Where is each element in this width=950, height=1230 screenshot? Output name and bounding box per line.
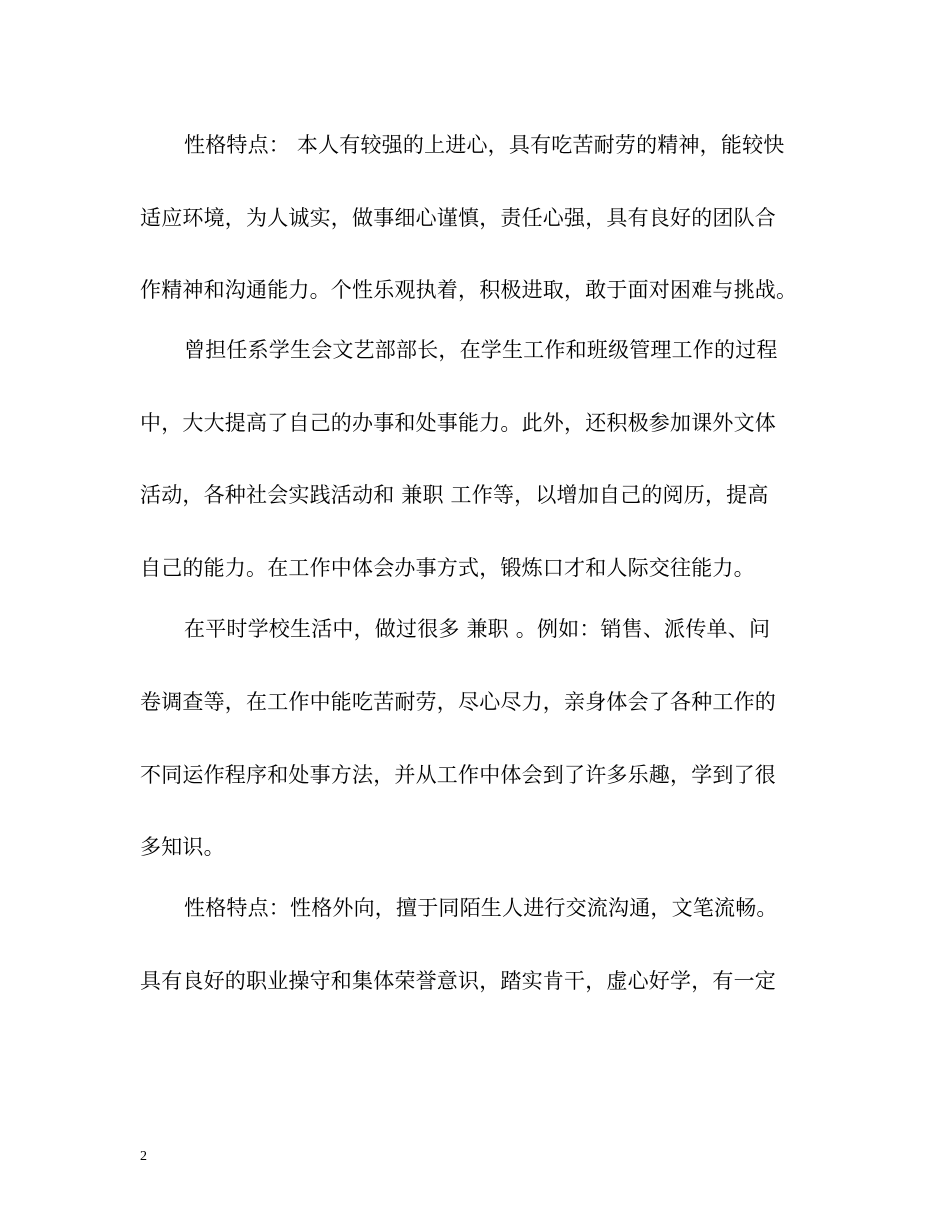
paragraph-2-line-3: 活动，各种社会实践活动和 兼职 工作等，以增加自己的阅历，提高: [140, 483, 769, 507]
paragraph-3-line-2: 卷调查等，在工作中能吃苦耐劳，尽心尽力，亲身体会了各种工作的: [140, 690, 776, 714]
paragraph-4-line-1: 性格特点：性格外向，擅于同陌生人进行交流沟通，文笔流畅。: [184, 896, 778, 920]
paragraph-3-line-3: 不同运作程序和处事方法，并从工作中体会到了许多乐趣，学到了很: [140, 763, 776, 787]
paragraph-3-line-4: 多知识。: [140, 835, 225, 859]
paragraph-2-line-4: 自己的能力。在工作中体会办事方式，锻炼口才和人际交往能力。: [140, 556, 755, 580]
paragraph-1-line-2: 适应环境，为人诚实，做事细心谨慎，责任心强，具有良好的团队合: [140, 206, 776, 230]
paragraph-1-line-1: 性格特点： 本人有较强的上进心，具有吃苦耐劳的精神，能较快: [184, 133, 785, 157]
paragraph-4-line-2: 具有良好的职业操守和集体荣誉意识，踏实肯干，虚心好学，有一定: [140, 969, 776, 993]
paragraph-2-line-1: 曾担任系学生会文艺部部长，在学生工作和班级管理工作的过程: [184, 338, 778, 362]
paragraph-2-line-2: 中，大大提高了自己的办事和处事能力。此外，还积极参加课外文体: [140, 411, 776, 435]
paragraph-3-line-1: 在平时学校生活中，做过很多 兼职 。例如：销售、派传单、问: [184, 617, 771, 641]
paragraph-1-line-3: 作精神和沟通能力。个性乐观执着，积极进取，敢于面对困难与挑战。: [140, 278, 798, 302]
page-number: 2: [140, 1149, 147, 1164]
